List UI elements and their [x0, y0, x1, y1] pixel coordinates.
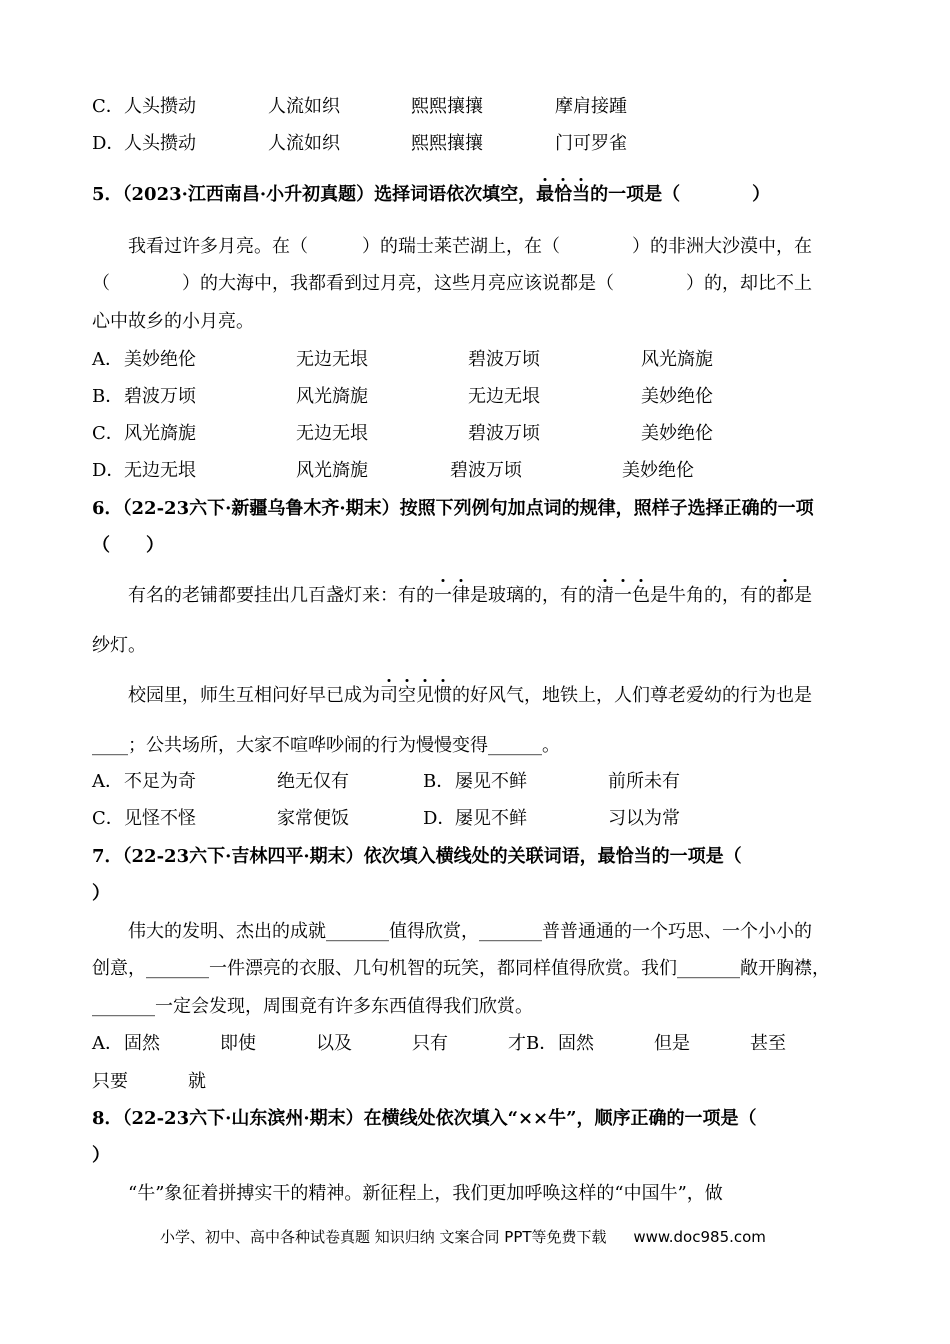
q6-option-word: 家常便饭 — [277, 808, 349, 829]
q6-option-a-label: A． — [92, 771, 123, 792]
q5-option-word: 风光旖旎 — [641, 349, 713, 370]
q5-option-word: 美妙绝伦 — [622, 460, 694, 481]
q5-option-word: 风光旖旎 — [124, 423, 196, 444]
q6-emphasis-char: 一 — [434, 585, 452, 606]
q7-option-word: 才 — [508, 1033, 526, 1054]
q6-option-word: 屡见不鲜 — [455, 771, 527, 792]
q4-d-word-2: 人流如织 — [268, 133, 340, 154]
q6-option-word: 绝无仅有 — [277, 771, 349, 792]
q7-option-word: 即使 — [220, 1033, 256, 1054]
q6-option-word: 屡见不鲜 — [455, 808, 527, 829]
q5-option-word: 无边无垠 — [296, 349, 368, 370]
q6-emphasis-char: 律 — [452, 585, 470, 606]
q5-option-word: 碧波万顷 — [450, 460, 522, 481]
q4-c-word-1: 人头攒动 — [124, 96, 196, 117]
q7-passage-line-2: 创意，_______一件漂亮的衣服、几句机智的玩笑，都同样值得欣赏。我们_______敞开胸襟， — [92, 958, 830, 979]
q8-stem-line-1: 8．（22-23六下·山东滨州·期末）在横线处依次填入“××牛”，顺序正确的一项是（ — [92, 1108, 757, 1129]
q6-option-c-label: C． — [92, 808, 124, 829]
q5-option-word: 无边无垠 — [296, 423, 368, 444]
q6-stem-line-2: （ ） — [92, 535, 164, 556]
q5-passage-line-3: 心中故乡的小月亮。 — [92, 311, 254, 332]
q5-option-word: 美妙绝伦 — [124, 349, 196, 370]
q5-option-word: 风光旖旎 — [296, 460, 368, 481]
q6-emphasis-char: 司 — [380, 685, 398, 706]
q6-example-line-1: 有名的老铺都要挂出几百盏灯来：有的一律是玻璃的，有的清一色是牛角的，有的都是 — [128, 585, 812, 606]
q4-option-c: C． — [92, 96, 124, 117]
q8-passage-line-1: “牛”象征着拼搏实干的精神。新征程上，我们更加呼唤这样的“中国牛”，做 — [128, 1183, 723, 1204]
q6-emphasis-char: 都 — [776, 585, 794, 606]
q7-option-word: 就 — [188, 1071, 206, 1092]
footer-site-link[interactable]: www.doc985.com — [633, 1228, 766, 1246]
q5-emphasis-char: 恰 — [554, 184, 573, 205]
q7-option-word: 只有 — [412, 1033, 448, 1054]
q7-passage-line-3: _______一定会发现，周围竟有许多东西值得我们欣赏。 — [92, 996, 533, 1017]
q5-option-c-label: C． — [92, 423, 124, 444]
q4-d-word-3: 熙熙攘攘 — [411, 133, 483, 154]
q4-c-word-4: 摩肩接踵 — [555, 96, 627, 117]
q6-option-word: 前所未有 — [608, 771, 680, 792]
q7-option-word: 但是 — [654, 1033, 690, 1054]
q6-stem-line-1: 6．（22-23六下·新疆乌鲁木齐·期末）按照下列例句加点词的规律，照样子选择正确的一项 — [92, 498, 814, 519]
q6-emphasis-char: 见 — [416, 685, 434, 706]
q5-option-a-label: A． — [92, 349, 123, 370]
q5-option-d-label: D． — [92, 460, 125, 481]
q7-stem-line-2: ） — [92, 883, 110, 904]
q6-option-word: 习以为常 — [608, 808, 680, 829]
q5-option-word: 碧波万顷 — [468, 349, 540, 370]
q6-prompt-line-2: ____；公共场所，大家不喧哗吵闹的行为慢慢变得______。 — [92, 735, 560, 756]
q4-d-word-1: 人头攒动 — [124, 133, 196, 154]
q5-passage-line-1: 我看过许多月亮。在（ ）的瑞士莱芒湖上，在（ ）的非洲大沙漠中，在 — [128, 236, 812, 257]
q6-emphasis-char: 空 — [398, 685, 416, 706]
q7-option-word: 只要 — [92, 1071, 128, 1092]
q5-passage-line-2: （ ）的大海中，我都看到过月亮，这些月亮应该说都是（ ）的，却比不上 — [92, 273, 812, 294]
q7-option-word: 固然 — [558, 1033, 594, 1054]
q6-example-line-2: 纱灯。 — [92, 635, 146, 656]
q5-option-b-label: B． — [92, 386, 124, 407]
q5-option-word: 无边无垠 — [468, 386, 540, 407]
q5-option-word: 碧波万顷 — [468, 423, 540, 444]
q6-prompt-line-1: 校园里，师生互相问好早已成为司空见惯的好风气，地铁上，人们尊老爱幼的行为也是 — [128, 685, 812, 706]
q4-c-word-2: 人流如织 — [268, 96, 340, 117]
q4-c-word-3: 熙熙攘攘 — [411, 96, 483, 117]
q6-option-word: 见怪不怪 — [124, 808, 196, 829]
q5-stem: 5．（2023·江西南昌·小升初真题）选择词语依次填空，最恰当的一项是（ ） — [92, 184, 771, 205]
q7-option-word: 甚至 — [750, 1033, 786, 1054]
q5-option-word: 无边无垠 — [124, 460, 196, 481]
q6-option-b-label: B． — [423, 771, 455, 792]
q6-emphasis-char: 惯 — [434, 685, 452, 706]
q7-passage-line-1: 伟大的发明、杰出的成就_______值得欣赏，_______普普通通的一个巧思、一个小小的 — [128, 921, 812, 942]
q7-option-word: 以及 — [316, 1033, 352, 1054]
q6-emphasis-char: 色 — [632, 585, 650, 606]
q5-option-word: 风光旖旎 — [296, 386, 368, 407]
q7-option-b-label: B． — [526, 1033, 558, 1054]
q6-emphasis-char: 清 — [596, 585, 614, 606]
q8-stem-line-2: ） — [92, 1145, 110, 1166]
q4-option-d: D． — [92, 133, 125, 154]
q5-emphasis-char: 当 — [572, 184, 591, 205]
q7-option-word: 固然 — [124, 1033, 160, 1054]
q6-option-word: 不足为奇 — [124, 771, 196, 792]
q7-option-a-label: A． — [92, 1033, 123, 1054]
q4-d-word-4: 门可罗雀 — [555, 133, 627, 154]
footer-text: 小学、初中、高中各种试卷真题 知识归纳 文案合同 PPT等免费下载 — [160, 1228, 607, 1246]
q5-option-word: 美妙绝伦 — [641, 423, 713, 444]
q5-emphasis-char: 最 — [536, 184, 555, 205]
q7-stem-line-1: 7．（22-23六下·吉林四平·期末）依次填入横线处的关联词语，最恰当的一项是（ — [92, 846, 742, 867]
q6-option-d-label: D． — [423, 808, 456, 829]
q6-emphasis-char: 一 — [614, 585, 632, 606]
q5-option-word: 碧波万顷 — [124, 386, 196, 407]
q5-option-word: 美妙绝伦 — [641, 386, 713, 407]
page-footer — [160, 1226, 766, 1247]
